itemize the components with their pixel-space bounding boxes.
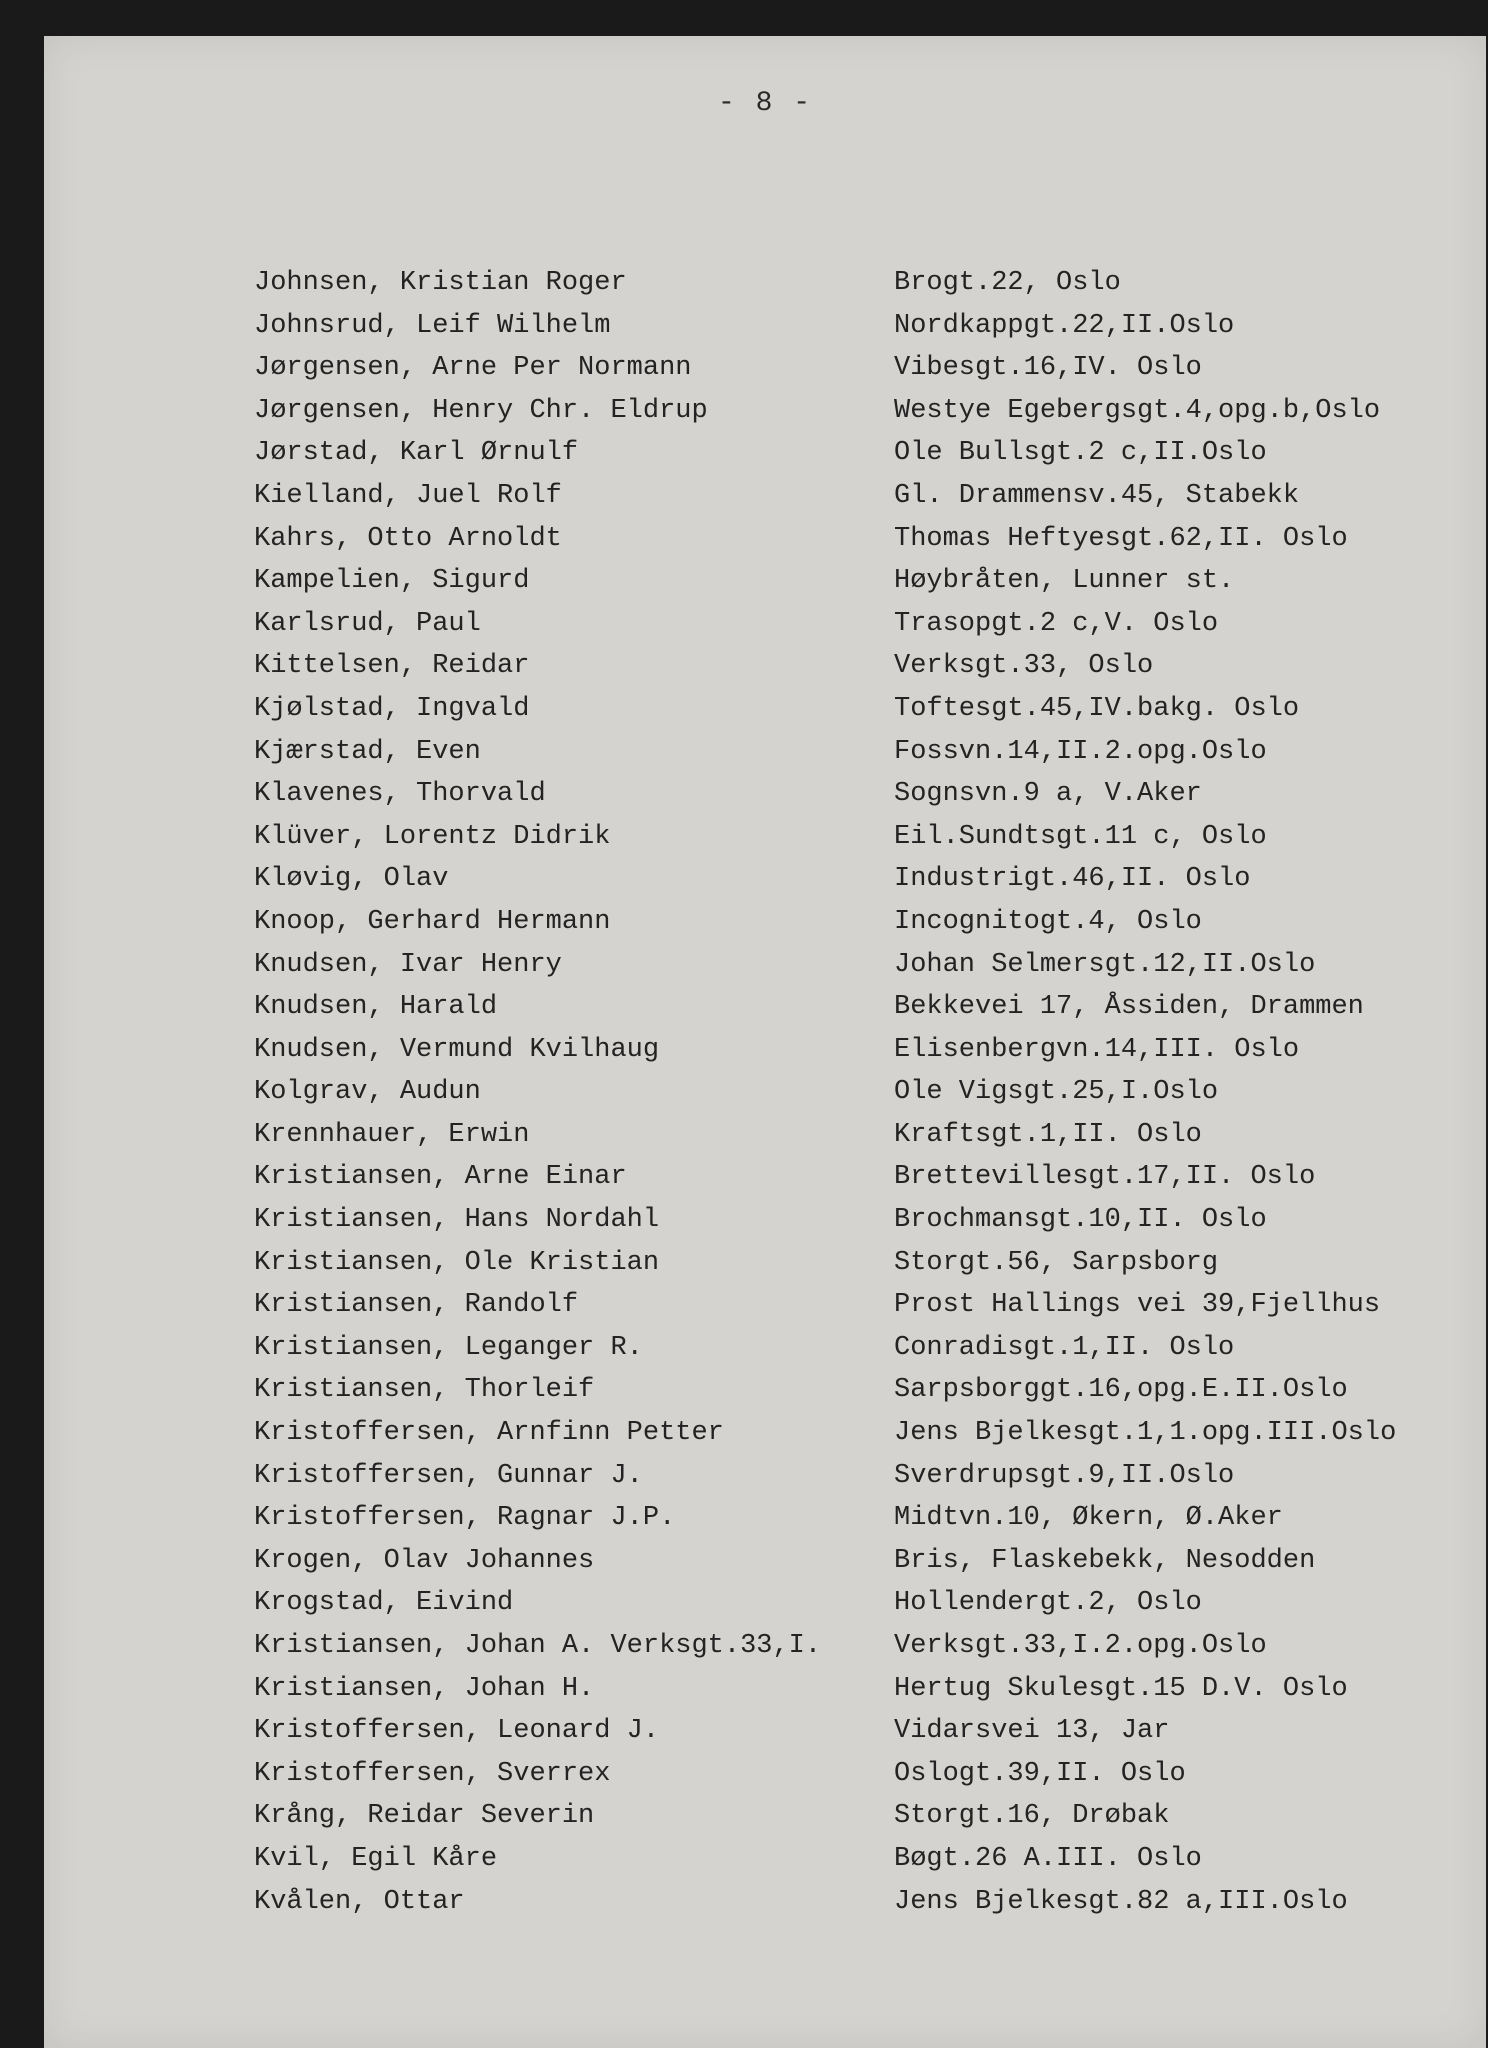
entry-name: Knudsen, Ivar Henry: [254, 949, 562, 980]
entry-name: Kristiansen, Leganger R.: [254, 1332, 643, 1363]
entry-name: Kristiansen, Thorleif: [254, 1375, 595, 1406]
list-item: [254, 1333, 1454, 1376]
list-item: [254, 907, 1454, 950]
entry-name: Kjølstad, Ingvald: [254, 693, 530, 724]
entry-name: Kielland, Juel Rolf: [254, 480, 562, 511]
entry-address: Sverdrupsgt.9,II.Oslo: [894, 1460, 1235, 1491]
entry-name: Kristoffersen, Ragnar J.P.: [254, 1503, 676, 1534]
entry-name: Kristiansen, Johan A. Verksgt.33,I.: [254, 1631, 822, 1661]
list-item: [254, 1546, 1454, 1589]
list-item: [254, 651, 1454, 694]
list-item: [254, 1375, 1454, 1418]
entry-name: Krogstad, Eivind: [254, 1588, 514, 1619]
entry-address: Sognsvn.9 a, V.Aker: [894, 779, 1202, 810]
entry-address: Jens Bjelkesgt.82 a,III.Oslo: [894, 1886, 1348, 1917]
list-item: [254, 1844, 1454, 1887]
entry-address: Hertug Skulesgt.15 D.V. Oslo: [894, 1673, 1348, 1704]
entry-address: Thomas Heftyesgt.62,II. Oslo: [894, 523, 1348, 554]
entry-address: Hollendergt.2, Oslo: [894, 1588, 1202, 1619]
entry-address: Bekkevei 17, Åssiden, Drammen: [894, 992, 1364, 1023]
entry-address: Vidarsvei 13, Jar: [894, 1716, 1170, 1747]
entry-name: Kampelien, Sigurd: [254, 566, 530, 597]
entry-name: Kristoffersen, Arnfinn Petter: [254, 1418, 724, 1449]
list-item: [254, 1631, 1454, 1674]
entry-address: Gl. Drammensv.45, Stabekk: [894, 480, 1300, 511]
entry-name: Kvålen, Ottar: [254, 1886, 465, 1917]
entry-address: Toftesgt.45,IV.bakg. Oslo: [894, 693, 1300, 724]
list-item: [254, 1418, 1454, 1461]
entry-name: Krennhauer, Erwin: [254, 1119, 530, 1150]
entry-name: Klavenes, Thorvald: [254, 779, 546, 810]
entry-name: Jørgensen, Arne Per Normann: [254, 353, 692, 384]
entry-name: Kittelsen, Reidar: [254, 651, 530, 682]
entry-name: Klüver, Lorentz Didrik: [254, 821, 611, 852]
entry-name: Knoop, Gerhard Hermann: [254, 906, 611, 937]
entry-name: Johnsrud, Leif Wilhelm: [254, 310, 611, 341]
entry-name: Krång, Reidar Severin: [254, 1801, 595, 1832]
list-item: [254, 353, 1454, 396]
list-item: [254, 950, 1454, 993]
entry-address: Prost Hallings vei 39,Fjellhus: [894, 1290, 1381, 1321]
entry-address: Ole Vigsgt.25,I.Oslo: [894, 1077, 1219, 1108]
entry-address: Westye Egebergsgt.4,opg.b,Oslo: [894, 395, 1381, 426]
entry-address: Høybråten, Lunner st.: [894, 566, 1235, 597]
list-item: [254, 1588, 1454, 1631]
entry-name: Jørstad, Karl Ørnulf: [254, 438, 579, 469]
entry-name: Kristiansen, Ole Kristian: [254, 1247, 660, 1278]
entry-address: Kraftsgt.1,II. Oslo: [894, 1119, 1202, 1150]
entry-name: Krogen, Olav Johannes: [254, 1545, 595, 1576]
entry-name: Kahrs, Otto Arnoldt: [254, 523, 562, 554]
list-item: [254, 1120, 1454, 1163]
entry-name: Kristiansen, Hans Nordahl: [254, 1205, 660, 1236]
entry-address: Fossvn.14,II.2.opg.Oslo: [894, 736, 1267, 767]
entry-name: Karlsrud, Paul: [254, 608, 481, 639]
entry-address: Elisenbergvn.14,III. Oslo: [894, 1034, 1300, 1065]
entry-address: Trasopgt.2 c,V. Oslo: [894, 608, 1219, 639]
entry-address: Brogt.22, Oslo: [894, 268, 1121, 298]
list-item: [254, 438, 1454, 481]
entry-address: Storgt.56, Sarpsborg: [894, 1247, 1219, 1278]
entry-name: Kjærstad, Even: [254, 736, 481, 767]
list-item: [254, 1716, 1454, 1759]
list-item: [254, 1205, 1454, 1248]
entry-name: Kristoffersen, Gunnar J.: [254, 1460, 643, 1491]
list-item: [254, 1290, 1454, 1333]
list-item: [254, 1077, 1454, 1120]
entry-address: Jens Bjelkesgt.1,1.opg.III.Oslo: [894, 1418, 1397, 1449]
entry-name: Kristiansen, Johan H.: [254, 1673, 595, 1704]
entry-address: Incognitogt.4, Oslo: [894, 906, 1202, 937]
list-item: [254, 1162, 1454, 1205]
entry-address: Conradisgt.1,II. Oslo: [894, 1332, 1235, 1363]
list-item: [254, 1035, 1454, 1078]
entry-address: Midtvn.10, Økern, Ø.Aker: [894, 1503, 1283, 1534]
entry-name: Kolgrav, Audun: [254, 1077, 481, 1108]
list-item: [254, 737, 1454, 780]
entry-list: [254, 268, 1454, 1929]
entry-name: Kristoffersen, Leonard J.: [254, 1716, 660, 1747]
entry-name: Jørgensen, Henry Chr. Eldrup: [254, 395, 708, 426]
entry-name: Kvil, Egil Kåre: [254, 1843, 498, 1874]
list-item: [254, 1801, 1454, 1844]
entry-name: Kristiansen, Arne Einar: [254, 1162, 627, 1193]
list-item: [254, 396, 1454, 439]
entry-name: Knudsen, Vermund Kvilhaug: [254, 1034, 660, 1065]
list-item: [254, 481, 1454, 524]
entry-name: Kløvig, Olav: [254, 864, 449, 895]
list-item: [254, 864, 1454, 907]
page-number: - 8 -: [717, 88, 812, 119]
entry-address: Industrigt.46,II. Oslo: [894, 864, 1251, 895]
list-item: [254, 609, 1454, 652]
list-item: [254, 992, 1454, 1035]
list-item: [254, 1248, 1454, 1291]
entry-address: Verksgt.33, Oslo: [894, 651, 1154, 682]
list-item: [254, 1503, 1454, 1546]
entry-address: Brochmansgt.10,II. Oslo: [894, 1205, 1267, 1236]
list-item: [254, 779, 1454, 822]
entry-address: Oslogt.39,II. Oslo: [894, 1758, 1186, 1789]
entry-address: Sarpsborggt.16,opg.E.II.Oslo: [894, 1375, 1348, 1406]
entry-name: Johnsen, Kristian Roger: [254, 268, 627, 298]
list-item: [254, 311, 1454, 354]
list-item: [254, 1674, 1454, 1717]
list-item: [254, 566, 1454, 609]
entry-address: Bris, Flaskebekk, Nesodden: [894, 1545, 1316, 1576]
list-item: [254, 1461, 1454, 1504]
list-item: [254, 1887, 1454, 1930]
entry-name: Kristiansen, Randolf: [254, 1290, 579, 1321]
entry-address: Nordkappgt.22,II.Oslo: [894, 310, 1235, 341]
entry-address: Ole Bullsgt.2 c,II.Oslo: [894, 438, 1267, 469]
list-item: [254, 694, 1454, 737]
entry-address: Verksgt.33,I.2.opg.Oslo: [894, 1631, 1267, 1661]
entry-address: Storgt.16, Drøbak: [894, 1801, 1170, 1832]
entry-address: Johan Selmersgt.12,II.Oslo: [894, 949, 1316, 980]
list-item: [254, 1759, 1454, 1802]
entry-name: Kristoffersen, Sverrex: [254, 1758, 611, 1789]
entry-address: Eil.Sundtsgt.11 c, Oslo: [894, 821, 1267, 852]
entry-address: Brettevillesgt.17,II. Oslo: [894, 1162, 1316, 1193]
entry-address: Bøgt.26 A.III. Oslo: [894, 1843, 1202, 1874]
list-item: [254, 524, 1454, 567]
list-item: [254, 268, 1454, 311]
entry-name: Knudsen, Harald: [254, 992, 498, 1023]
document-page: [44, 36, 1486, 2048]
entry-address: Vibesgt.16,IV. Oslo: [894, 353, 1202, 384]
list-item: [254, 822, 1454, 865]
